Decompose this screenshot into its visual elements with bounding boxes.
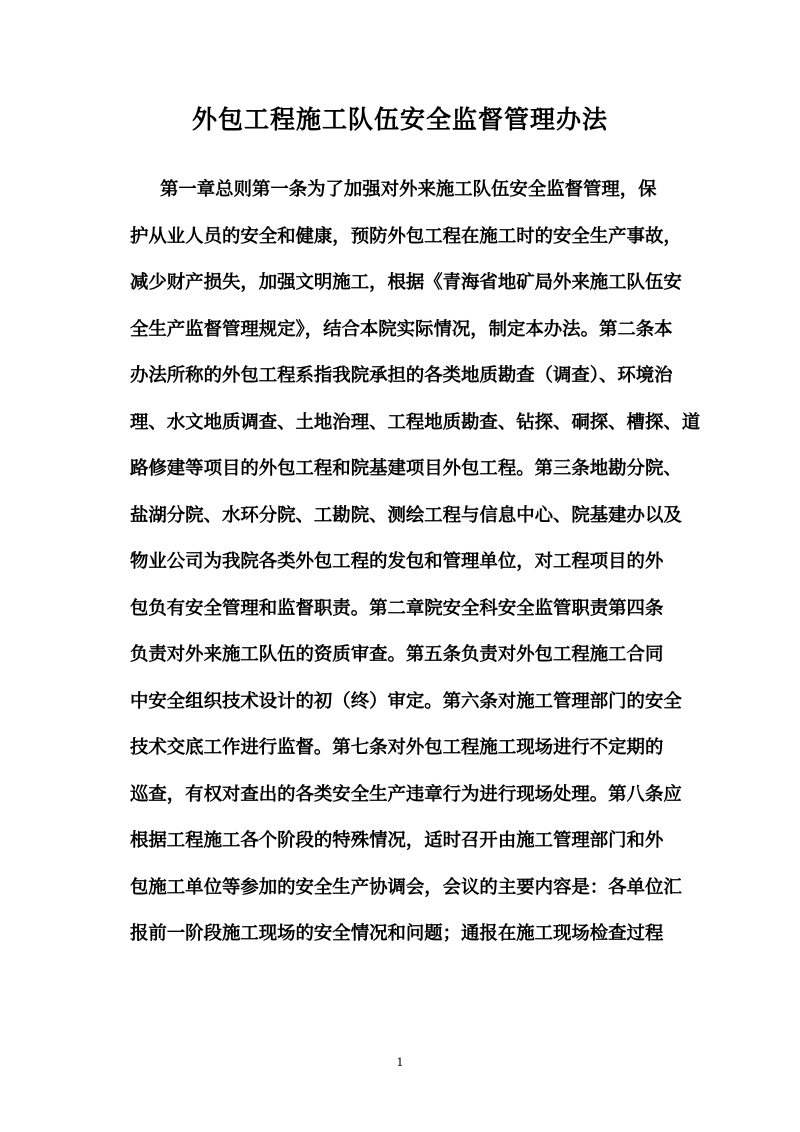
document-body — [130, 167, 701, 958]
body-line: 护从业人员的安全和健康，预防外包工程在施工时的安全生产事故， — [130, 225, 682, 247]
body-line: 全生产监督管理规定》，结合本院实际情况，制定本办法。第二条本 — [130, 318, 673, 340]
body-line: 中安全组织技术设计的初（终）审定。第六条对施工管理部门的安全 — [130, 690, 682, 712]
body-line: 负责对外来施工队伍的资质审查。第五条负责对外包工程施工合同 — [130, 644, 664, 665]
body-line: 减少财产损失，加强文明施工，根据《青海省地矿局外来施工队伍安 — [130, 272, 682, 293]
body-line: 包施工单位等参加的安全生产协调会，会议的主要内容是：各单位汇 — [130, 876, 682, 898]
document-title: 外包工程施工队伍安全监督管理办法 — [191, 105, 608, 134]
body-line: 报前一阶段施工现场的安全情况和问题；通报在施工现场检查过程 — [130, 923, 664, 944]
body-line: 物业公司为我院各类外包工程的发包和管理单位，对工程项目的外 — [130, 551, 664, 572]
body-line: 包负有安全管理和监督职责。第二章院安全科安全监管职责第四条 — [130, 597, 664, 619]
page-number: 1 — [396, 1056, 404, 1069]
body-line: 根据工程施工各个阶段的特殊情况，适时召开由施工管理部门和外 — [130, 830, 664, 851]
body-line: 办法所称的外包工程系指我院承担的各类地质勘查（调查）、环境治 — [130, 365, 673, 386]
body-line: 理、水文地质调查、土地治理、工程地质勘查、钻探、硐探、槽探、道 — [130, 411, 701, 433]
body-line: 巡查，有权对查出的各类安全生产违章行为进行现场处理。第八条应 — [130, 783, 682, 805]
body-line: 第一章总则第一条为了加强对外来施工队伍安全监督管理，保 — [160, 179, 657, 200]
body-line: 技术交底工作进行监督。第七条对外包工程施工现场进行不定期的 — [130, 737, 664, 758]
body-line: 盐湖分院、水环分院、工勘院、测绘工程与信息中心、院基建办以及 — [130, 504, 682, 526]
body-line: 路修建等项目的外包工程和院基建项目外包工程。第三条地勘分院、 — [130, 458, 682, 479]
